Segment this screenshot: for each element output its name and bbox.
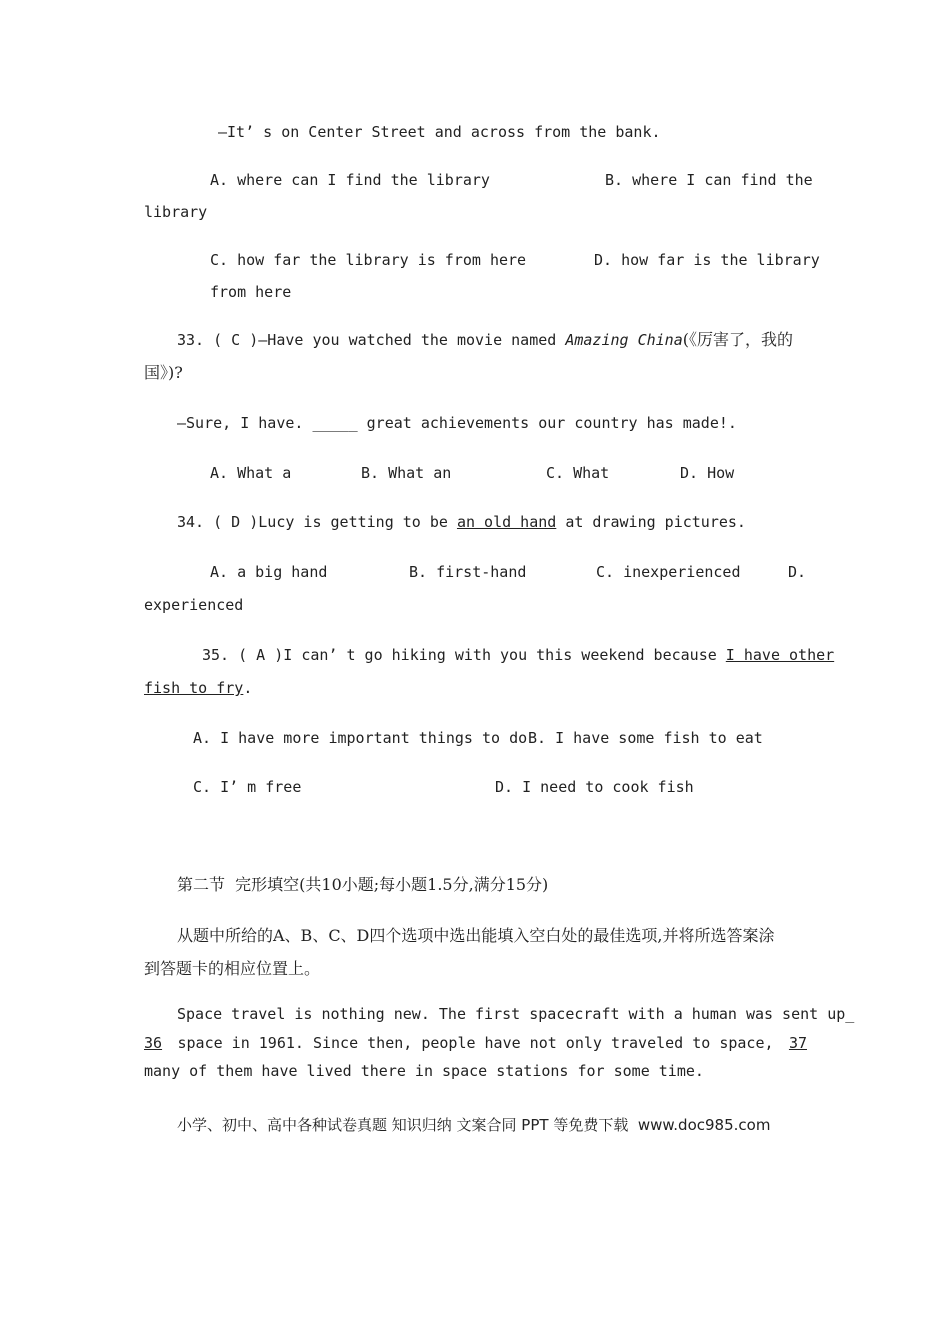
q33-movie-cn: (《厉害了，我的 (682, 330, 793, 349)
q34-stem-text: Lucy is getting to be (258, 513, 457, 531)
q33-reply-end: great achievements our country has made!. (357, 414, 737, 432)
passage-line2-text: space in 1961. Since then, people have not only traveled to space, (177, 1034, 774, 1052)
q33-stem-line2: 国》)? (144, 363, 183, 382)
q32-option-b-continued: library (144, 203, 208, 221)
q33-stem (177, 330, 793, 350)
q34-option-b: B. first-hand (409, 563, 527, 581)
footer-promo: 小学、初中、高中各种试卷真题 知识归纳 文案合同 PPT 等免费下载 www.doc985.com (177, 1116, 771, 1134)
q32-option-d-continued: from here (210, 283, 292, 301)
q34-option-d-text: experienced (144, 596, 244, 614)
q35-underlined-phrase: I have other (725, 646, 835, 664)
q35-stem-line2 (144, 678, 252, 698)
q35-number: 35. (202, 646, 230, 664)
q33-number: 33. (177, 331, 205, 349)
q33-reply-start: —Sure, I have. (177, 414, 313, 432)
q35-answer: ( A ) (238, 646, 284, 664)
q35-option-a: A. I have more important things to do (193, 729, 528, 747)
passage-line2 (144, 1033, 807, 1053)
q33-option-b: B. What an (361, 464, 452, 482)
q33-answer: ( C ) (213, 331, 259, 349)
q33-reply (177, 413, 737, 433)
q32-option-b: B. where I can find the (605, 171, 813, 189)
q35-option-d: D. I need to cook fish (495, 778, 694, 796)
q33-movie-title: Amazing China (565, 331, 683, 349)
q33-blank: _____ (312, 414, 358, 432)
section2-instruction-line2: 到答题卡的相应位置上。 (144, 959, 321, 978)
q34-stem-end: at drawing pictures. (556, 513, 746, 531)
q35-underlined-phrase-end: fish to fry (144, 679, 244, 697)
q33-option-c: C. What (546, 464, 610, 482)
q34-number: 34. (177, 513, 205, 531)
q35-stem (202, 645, 834, 665)
q35-option-c: C. I’ m free (193, 778, 302, 796)
section2-heading: 第二节 完形填空(共10小题;每小题1.5分,满分15分) (177, 875, 549, 894)
q32-answer-line: —It’ s on Center Street and across from the bank. (218, 123, 661, 141)
passage-line3: many of them have lived there in space stations for some time. (144, 1062, 704, 1080)
q33-stem-text: —Have you watched the movie named (258, 331, 566, 349)
q32-option-d: D. how far is the library (594, 251, 820, 269)
q34-answer: ( D ) (213, 513, 259, 531)
q34-option-d-label: D. (788, 563, 807, 581)
q33-option-d: D. How (680, 464, 735, 482)
q35-option-b: B. I have some fish to eat (528, 729, 763, 747)
q34-underlined-phrase: an old hand (456, 513, 557, 531)
passage-line1: Space travel is nothing new. The first spacecraft with a human was sent up_ (177, 1005, 855, 1023)
q35-stem-period: . (243, 679, 253, 697)
q35-stem-text: I can’ t go hiking with you this weekend because (283, 646, 726, 664)
q34-option-c: C. inexperienced (596, 563, 741, 581)
section2-instruction-line1: 从题中所给的A、B、C、D四个选项中选出能填入空白处的最佳选项,并将所选答案涂 (177, 926, 775, 945)
q32-option-a: A. where can I find the library (210, 171, 490, 189)
q34-option-a: A. a big hand (210, 563, 328, 581)
blank-36: 36 (144, 1034, 163, 1052)
q34-stem (177, 512, 746, 532)
blank-37: 37 (788, 1034, 807, 1052)
q33-option-a: A. What a (210, 464, 292, 482)
q32-option-c: C. how far the library is from here (210, 251, 527, 269)
